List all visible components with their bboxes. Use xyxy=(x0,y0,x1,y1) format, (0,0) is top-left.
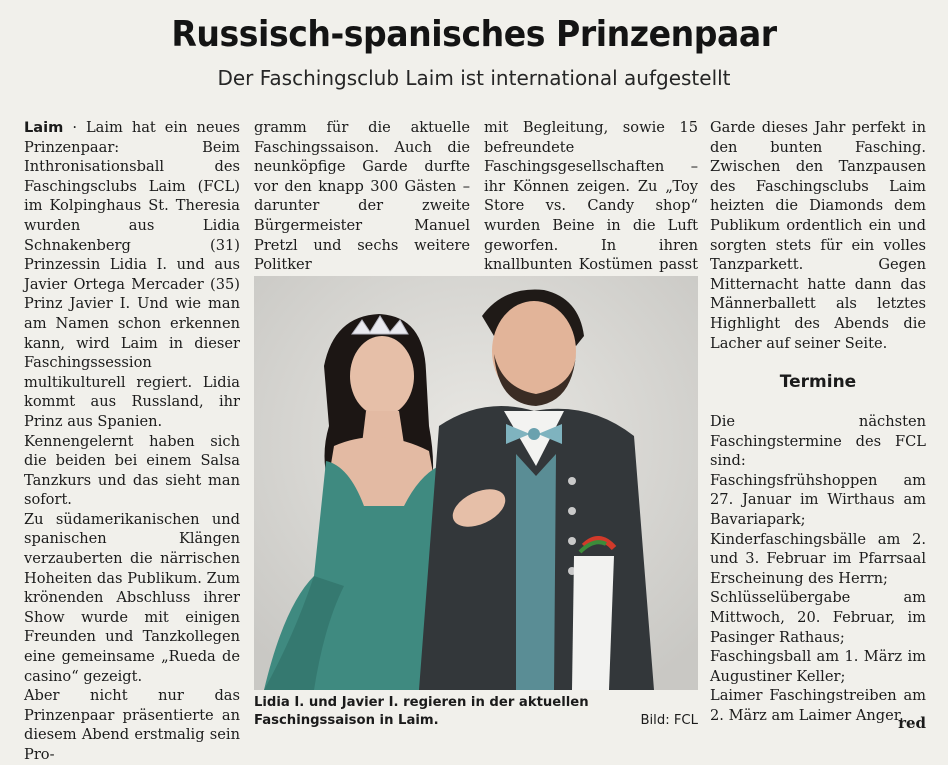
termine-heading: Termine xyxy=(779,372,857,392)
photo-caption: Lidia I. und Javier I. regieren in der aktuellen Faschingssaison in Laim. xyxy=(254,695,589,728)
paragraph-4: Aber nicht nur das Prinzenpaar präsentierte an diesem Abend erstmalig sein Pro- xyxy=(24,687,240,763)
paragraph-col2: gramm für die aktuelle Faschingssaison. Auch die neunköpfige Garde durfte vor den knapp 300 Gästen – darunter der zweite Bürgermeister Manuel Pretzl und sechs weitere Politker xyxy=(254,119,470,274)
termine-item: Kinderfaschingsbälle am 2. und 3. Februar im Pfarrsaal Erscheinung des Herrn; xyxy=(710,530,926,587)
paragraph-1-text: Laim hat ein neues Prinzenpaar: Beim Inthronisationsball des Faschingsclubs Laim (FCL) im Kolpinghaus St. Theresia wurden aus Lidia Schnakenberg (31) Prinzessin Lidia I. und aus Javier Ortega Mercader (35) Prinz Javier I. Und wie man am Namen schon erkennen kann, wird Laim in dieser Faschingssession multikulturell regiert. Lidia kommt aus Russland, ihr Prinz aus Spanien. xyxy=(24,119,240,430)
termine-item: Faschingsfrühshoppen am 27. Januar im Wirthaus am Bavariapark; xyxy=(710,471,926,528)
termine-item: Schlüsselübergabe am Mittwoch, 20. Februar, im Pasinger Rathaus; xyxy=(710,589,926,646)
photo-credit: Bild: FCL xyxy=(640,713,698,728)
termine-item: Laimer Faschingstreiben am 2. März am Laimer Anger. xyxy=(710,687,926,724)
paragraph-1 xyxy=(24,118,240,432)
author-initials: red xyxy=(898,714,926,732)
text-column-1 xyxy=(24,118,240,765)
paragraph-3: Zu südamerikanischen und spanischen Klängen verzauberten die närrischen Hoheiten das Publikum. Zum krönenden Abschluss ihrer Show wurde mit einigen Freunden und Tanzkollegen eine gemeinsame „Rueda de casino“ gezeigt. xyxy=(24,510,240,685)
article-subheadline: Der Faschingsclub Laim ist international aufgestellt xyxy=(217,66,731,90)
article-headline: Russisch-spanisches Prinzenpaar xyxy=(171,14,777,55)
dateline-separator: · xyxy=(63,119,86,136)
termine-list xyxy=(710,412,926,726)
paragraph-col3: mit Begleitung, sowie 15 befreundete Faschingsgesellschaften – ihr Können zeigen. Zu „Toy Store vs. Candy shop“ wurden Beine in die Luft geworfen. In ihren knallbunten Kostümen passt xyxy=(484,119,698,274)
photo-caption-block xyxy=(254,694,698,730)
termine-intro: Die nächsten Faschingstermine des FCL sind: xyxy=(710,413,926,470)
article-photo xyxy=(254,276,698,690)
paragraph-col4: Garde dieses Jahr perfekt in den bunten Fasching. Zwischen den Tanzpausen des Faschingsclubs Laim heizten die Diamonds dem Publikum ordentlich ein und sorgten stets für ein volles Tanzparkett. Gegen Mitternacht hatte dann das Männerballett als letztes Highlight des Abends die Lacher auf seiner Seite. xyxy=(710,119,926,352)
paragraph-2: Kennengelernt haben sich die beiden bei einem Salsa Tanzkurs und das sieht man sofort. xyxy=(24,432,240,509)
termine-item: Faschingsball am 1. März im Augustiner Keller; xyxy=(710,648,926,685)
text-column-3 xyxy=(484,118,698,294)
photo-illustration xyxy=(254,276,698,690)
dateline: Laim xyxy=(24,119,64,136)
text-column-2 xyxy=(254,118,470,275)
text-column-4 xyxy=(710,118,926,353)
